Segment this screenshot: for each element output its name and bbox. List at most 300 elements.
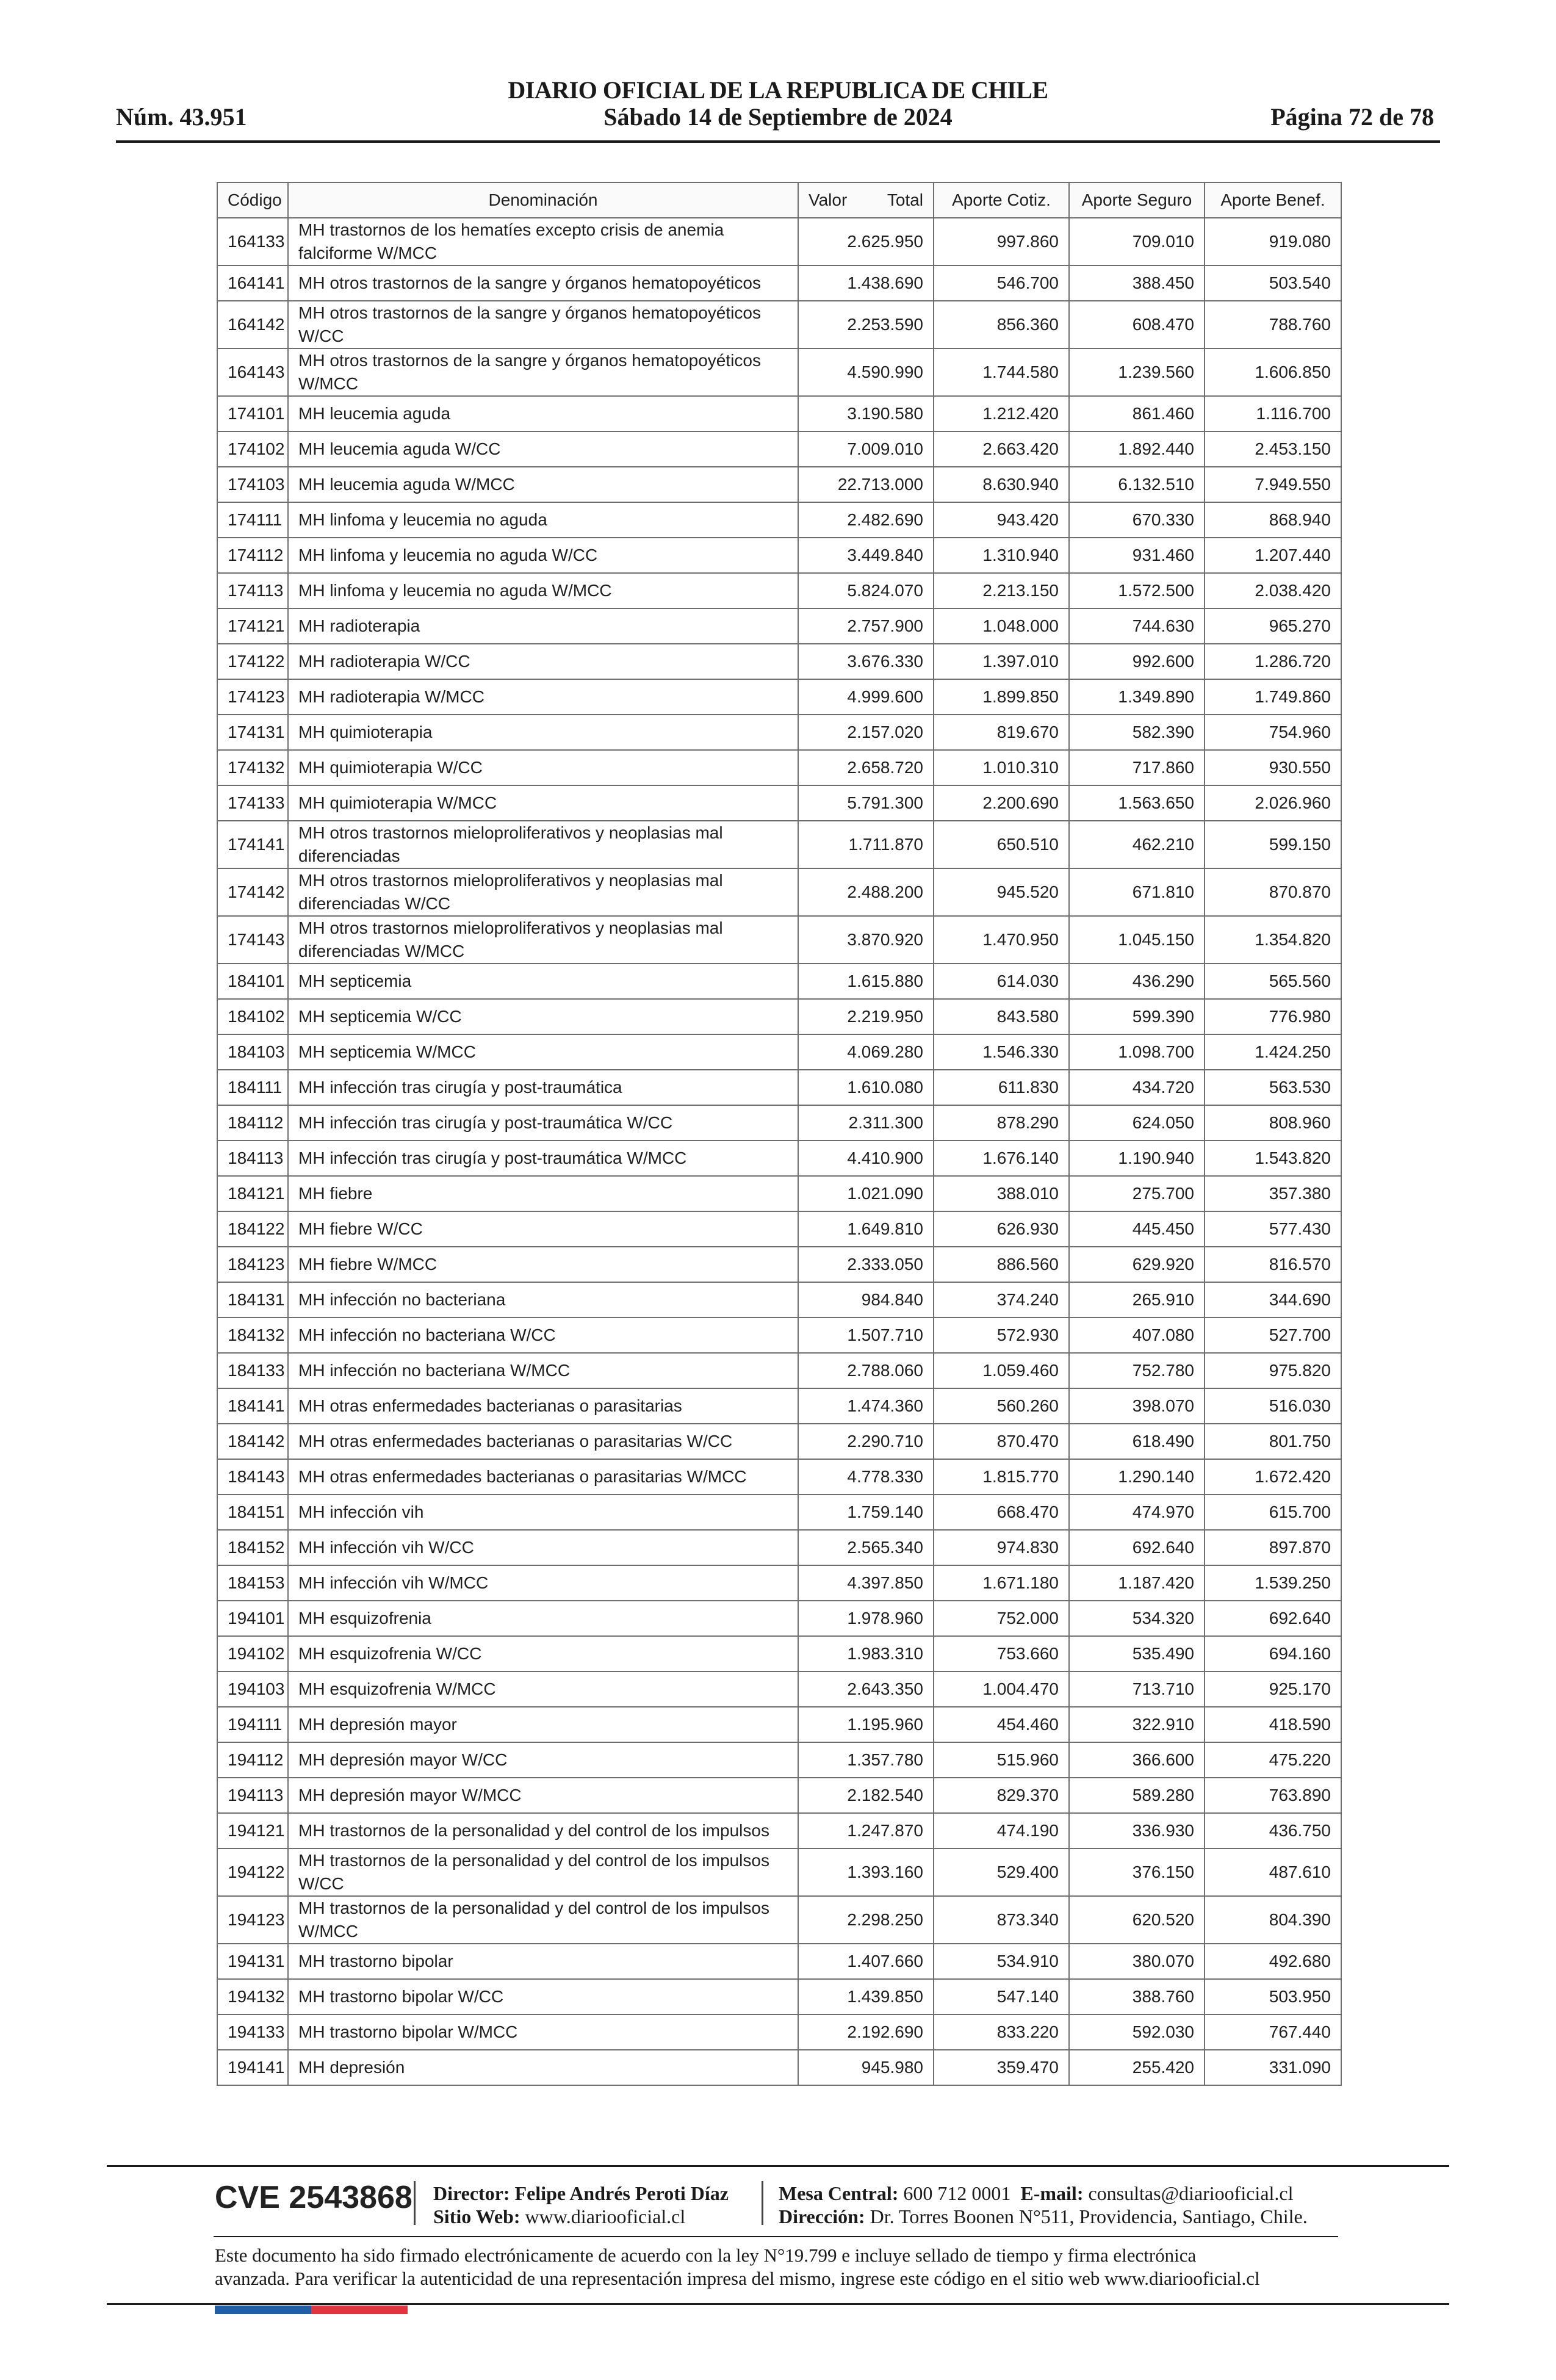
table-row: [217, 999, 1341, 1034]
table-row: [217, 1636, 1341, 1671]
row-valor-total: 1.759.140: [798, 1495, 934, 1530]
row-code: 184101: [217, 964, 288, 999]
row-aporte-benef: 577.430: [1205, 1211, 1341, 1247]
row-aporte-seguro: 1.572.500: [1069, 573, 1205, 608]
row-aporte-benef: 1.749.860: [1205, 679, 1341, 715]
phone-number: 600 712 0001: [903, 2182, 1011, 2204]
row-aporte-benef: 2.453.150: [1205, 431, 1341, 467]
table-row: [217, 679, 1341, 715]
row-aporte-seguro: 599.390: [1069, 999, 1205, 1034]
row-denominacion: MH infección no bacteriana W/CC: [288, 1318, 798, 1353]
row-aporte-cotiz: 819.670: [934, 715, 1069, 750]
row-aporte-seguro: 620.520: [1069, 1896, 1205, 1944]
row-valor-total: 2.219.950: [798, 999, 934, 1034]
row-aporte-seguro: 709.010: [1069, 218, 1205, 265]
director-name: Felipe Andrés Peroti Díaz: [514, 2182, 729, 2204]
row-code: 184122: [217, 1211, 288, 1247]
row-valor-total: 4.410.900: [798, 1141, 934, 1176]
address-value: Dr. Torres Boonen N°511, Providencia, Santiago, Chile.: [870, 2205, 1308, 2227]
row-aporte-seguro: 380.070: [1069, 1944, 1205, 1979]
row-valor-total: 1.393.160: [798, 1848, 934, 1896]
table-row: [217, 785, 1341, 821]
row-code: 174142: [217, 868, 288, 916]
row-aporte-seguro: 670.330: [1069, 502, 1205, 538]
row-aporte-cotiz: 1.815.770: [934, 1459, 1069, 1495]
row-aporte-benef: 694.160: [1205, 1636, 1341, 1671]
row-denominacion: MH fiebre: [288, 1176, 798, 1211]
row-denominacion: MH depresión mayor W/MCC: [288, 1778, 798, 1813]
email-label: E-mail:: [1020, 2182, 1084, 2204]
row-code: 174141: [217, 821, 288, 868]
publication-title: DIARIO OFICIAL DE LA REPUBLICA DE CHILE: [508, 76, 1048, 104]
row-valor-total: 1.474.360: [798, 1388, 934, 1424]
table-row: [217, 1671, 1341, 1707]
row-aporte-cotiz: 856.360: [934, 301, 1069, 348]
row-code: 194103: [217, 1671, 288, 1707]
row-aporte-seguro: 366.600: [1069, 1742, 1205, 1778]
row-aporte-seguro: 265.910: [1069, 1282, 1205, 1318]
row-valor-total: 1.021.090: [798, 1176, 934, 1211]
row-valor-total: 3.190.580: [798, 396, 934, 431]
flag-stripe-blue: [215, 2306, 311, 2314]
table-body: [217, 218, 1341, 2085]
row-aporte-seguro: 336.930: [1069, 1813, 1205, 1848]
row-valor-total: 2.290.710: [798, 1424, 934, 1459]
row-aporte-cotiz: 388.010: [934, 1176, 1069, 1211]
row-aporte-benef: 2.026.960: [1205, 785, 1341, 821]
row-aporte-benef: 763.890: [1205, 1778, 1341, 1813]
table-row: [217, 916, 1341, 964]
row-valor-total: 945.980: [798, 2050, 934, 2085]
row-code: 184131: [217, 1282, 288, 1318]
row-aporte-cotiz: 547.140: [934, 1979, 1069, 2014]
row-valor-total: 7.009.010: [798, 431, 934, 467]
row-aporte-seguro: 322.910: [1069, 1707, 1205, 1742]
row-valor-total: 1.711.870: [798, 821, 934, 868]
tariff-table: [217, 182, 1342, 2086]
director-line: [433, 2182, 729, 2205]
row-aporte-cotiz: 1.048.000: [934, 608, 1069, 644]
footer-divider: [762, 2181, 763, 2225]
row-aporte-cotiz: 878.290: [934, 1105, 1069, 1141]
row-aporte-benef: 1.116.700: [1205, 396, 1341, 431]
row-denominacion: MH quimioterapia W/CC: [288, 750, 798, 785]
page-number: Página 72 de 78: [1270, 103, 1434, 131]
row-denominacion: MH leucemia aguda: [288, 396, 798, 431]
row-code: 184142: [217, 1424, 288, 1459]
row-code: 184153: [217, 1565, 288, 1601]
row-aporte-seguro: 1.563.650: [1069, 785, 1205, 821]
table-row: [217, 1353, 1341, 1388]
table-row: [217, 2014, 1341, 2050]
table-row: [217, 608, 1341, 644]
row-denominacion: MH otras enfermedades bacterianas o parasitarias W/CC: [288, 1424, 798, 1459]
table-row: [217, 1813, 1341, 1848]
row-aporte-seguro: 717.860: [1069, 750, 1205, 785]
row-code: 174122: [217, 644, 288, 679]
row-aporte-seguro: 582.390: [1069, 715, 1205, 750]
row-aporte-seguro: 1.045.150: [1069, 916, 1205, 964]
row-aporte-seguro: 1.239.560: [1069, 348, 1205, 396]
email-link[interactable]: consultas@diariooficial.cl: [1088, 2182, 1294, 2204]
row-aporte-cotiz: 2.200.690: [934, 785, 1069, 821]
row-code: 174143: [217, 916, 288, 964]
row-denominacion: MH linfoma y leucemia no aguda: [288, 502, 798, 538]
row-code: 174111: [217, 502, 288, 538]
row-aporte-cotiz: 374.240: [934, 1282, 1069, 1318]
row-denominacion: MH trastornos de la personalidad y del control de los impulsos W/MCC: [288, 1896, 798, 1944]
table-row: [217, 1979, 1341, 2014]
table-row: [217, 301, 1341, 348]
row-valor-total: 5.824.070: [798, 573, 934, 608]
row-valor-total: 2.625.950: [798, 218, 934, 265]
row-aporte-seguro: 436.290: [1069, 964, 1205, 999]
row-aporte-cotiz: 873.340: [934, 1896, 1069, 1944]
row-aporte-cotiz: 515.960: [934, 1742, 1069, 1778]
col-header-valor: Valor: [809, 190, 848, 209]
row-code: 184112: [217, 1105, 288, 1141]
row-aporte-benef: 1.424.250: [1205, 1034, 1341, 1070]
row-valor-total: 2.658.720: [798, 750, 934, 785]
row-code: 184151: [217, 1495, 288, 1530]
table-row: [217, 467, 1341, 502]
row-aporte-cotiz: 1.470.950: [934, 916, 1069, 964]
row-aporte-cotiz: 1.546.330: [934, 1034, 1069, 1070]
row-aporte-seguro: 692.640: [1069, 1530, 1205, 1565]
row-aporte-cotiz: 886.560: [934, 1247, 1069, 1282]
row-aporte-seguro: 713.710: [1069, 1671, 1205, 1707]
row-aporte-benef: 897.870: [1205, 1530, 1341, 1565]
row-aporte-cotiz: 974.830: [934, 1530, 1069, 1565]
col-header-aporte-cotiz: Aporte Cotiz.: [934, 182, 1069, 218]
row-code: 174123: [217, 679, 288, 715]
row-valor-total: 4.778.330: [798, 1459, 934, 1495]
table-row: [217, 644, 1341, 679]
row-denominacion: MH quimioterapia: [288, 715, 798, 750]
row-denominacion: MH trastorno bipolar: [288, 1944, 798, 1979]
row-aporte-cotiz: 8.630.940: [934, 467, 1069, 502]
row-denominacion: MH esquizofrenia W/CC: [288, 1636, 798, 1671]
table-row: [217, 502, 1341, 538]
row-aporte-seguro: 1.190.940: [1069, 1141, 1205, 1176]
row-aporte-seguro: 1.187.420: [1069, 1565, 1205, 1601]
row-aporte-cotiz: 870.470: [934, 1424, 1069, 1459]
row-aporte-cotiz: 359.470: [934, 2050, 1069, 2085]
row-aporte-cotiz: 1.059.460: [934, 1353, 1069, 1388]
row-aporte-cotiz: 2.213.150: [934, 573, 1069, 608]
table-row: [217, 1282, 1341, 1318]
table-row: [217, 821, 1341, 868]
row-denominacion: MH infección tras cirugía y post-traumática W/MCC: [288, 1141, 798, 1176]
row-aporte-cotiz: 546.700: [934, 265, 1069, 301]
row-code: 184141: [217, 1388, 288, 1424]
table-row: [217, 1944, 1341, 1979]
row-aporte-benef: 563.530: [1205, 1070, 1341, 1105]
row-denominacion: MH radioterapia W/CC: [288, 644, 798, 679]
row-denominacion: MH esquizofrenia: [288, 1601, 798, 1636]
table-row: [217, 750, 1341, 785]
row-code: 164142: [217, 301, 288, 348]
row-aporte-cotiz: 614.030: [934, 964, 1069, 999]
table-row: [217, 1211, 1341, 1247]
row-code: 194132: [217, 1979, 288, 2014]
row-valor-total: 2.333.050: [798, 1247, 934, 1282]
row-code: 194122: [217, 1848, 288, 1896]
row-aporte-benef: 975.820: [1205, 1353, 1341, 1388]
table-row: [217, 1388, 1341, 1424]
row-code: 184113: [217, 1141, 288, 1176]
row-denominacion: MH depresión mayor W/CC: [288, 1742, 798, 1778]
table-row: [217, 1318, 1341, 1353]
row-aporte-seguro: 398.070: [1069, 1388, 1205, 1424]
row-code: 194133: [217, 2014, 288, 2050]
row-aporte-cotiz: 1.310.940: [934, 538, 1069, 573]
row-aporte-benef: 868.940: [1205, 502, 1341, 538]
row-denominacion: MH depresión: [288, 2050, 798, 2085]
col-header-total: Total: [887, 190, 923, 209]
row-aporte-cotiz: 1.671.180: [934, 1565, 1069, 1601]
row-aporte-cotiz: 945.520: [934, 868, 1069, 916]
row-aporte-seguro: 534.320: [1069, 1601, 1205, 1636]
row-aporte-benef: 965.270: [1205, 608, 1341, 644]
row-denominacion: MH linfoma y leucemia no aguda W/MCC: [288, 573, 798, 608]
row-aporte-benef: 925.170: [1205, 1671, 1341, 1707]
row-aporte-cotiz: 1.899.850: [934, 679, 1069, 715]
row-aporte-benef: 1.543.820: [1205, 1141, 1341, 1176]
row-valor-total: 2.482.690: [798, 502, 934, 538]
row-aporte-benef: 919.080: [1205, 218, 1341, 265]
row-valor-total: 5.791.300: [798, 785, 934, 821]
table-row: [217, 348, 1341, 396]
row-denominacion: MH otros trastornos de la sangre y órganos hematopoyéticos: [288, 265, 798, 301]
row-aporte-benef: 527.700: [1205, 1318, 1341, 1353]
row-aporte-cotiz: 2.663.420: [934, 431, 1069, 467]
table-row: [217, 573, 1341, 608]
row-aporte-seguro: 1.892.440: [1069, 431, 1205, 467]
row-aporte-benef: 492.680: [1205, 1944, 1341, 1979]
row-code: 184132: [217, 1318, 288, 1353]
row-code: 194111: [217, 1707, 288, 1742]
row-aporte-seguro: 474.970: [1069, 1495, 1205, 1530]
col-header-name: Denominación: [288, 182, 798, 218]
row-denominacion: MH infección vih W/MCC: [288, 1565, 798, 1601]
row-denominacion: MH fiebre W/MCC: [288, 1247, 798, 1282]
row-aporte-benef: 754.960: [1205, 715, 1341, 750]
row-code: 174112: [217, 538, 288, 573]
row-denominacion: MH trastorno bipolar W/CC: [288, 1979, 798, 2014]
row-valor-total: 1.247.870: [798, 1813, 934, 1848]
table-row: [217, 1247, 1341, 1282]
row-denominacion: MH linfoma y leucemia no aguda W/CC: [288, 538, 798, 573]
row-valor-total: 3.676.330: [798, 644, 934, 679]
row-denominacion: MH trastornos de la personalidad y del control de los impulsos: [288, 1813, 798, 1848]
row-code: 184102: [217, 999, 288, 1034]
row-valor-total: 2.157.020: [798, 715, 934, 750]
row-aporte-benef: 516.030: [1205, 1388, 1341, 1424]
row-aporte-seguro: 434.720: [1069, 1070, 1205, 1105]
row-aporte-seguro: 752.780: [1069, 1353, 1205, 1388]
row-aporte-benef: 801.750: [1205, 1424, 1341, 1459]
row-valor-total: 2.565.340: [798, 1530, 934, 1565]
row-denominacion: MH otros trastornos de la sangre y órganos hematopoyéticos W/CC: [288, 301, 798, 348]
row-code: 184133: [217, 1353, 288, 1388]
row-aporte-cotiz: 1.676.140: [934, 1141, 1069, 1176]
row-code: 184111: [217, 1070, 288, 1105]
table-row: [217, 1601, 1341, 1636]
row-aporte-benef: 816.570: [1205, 1247, 1341, 1282]
row-valor-total: 4.999.600: [798, 679, 934, 715]
contact-line: [779, 2182, 1294, 2205]
row-aporte-seguro: 624.050: [1069, 1105, 1205, 1141]
row-code: 194112: [217, 1742, 288, 1778]
row-aporte-benef: 930.550: [1205, 750, 1341, 785]
row-valor-total: 1.507.710: [798, 1318, 934, 1353]
row-denominacion: MH septicemia W/CC: [288, 999, 798, 1034]
row-denominacion: MH trastornos de los hematíes excepto crisis de anemia falciforme W/MCC: [288, 218, 798, 265]
row-aporte-benef: 870.870: [1205, 868, 1341, 916]
row-code: 184152: [217, 1530, 288, 1565]
row-aporte-cotiz: 454.460: [934, 1707, 1069, 1742]
row-aporte-cotiz: 1.212.420: [934, 396, 1069, 431]
row-valor-total: 2.643.350: [798, 1671, 934, 1707]
row-aporte-cotiz: 650.510: [934, 821, 1069, 868]
row-valor-total: 2.253.590: [798, 301, 934, 348]
legal-notice-line-2: avanzada. Para verificar la autenticidad de una representación impresa del mismo, ingrese este código en el sitio web www.diariooficial.cl: [215, 2268, 1260, 2289]
row-denominacion: MH septicemia: [288, 964, 798, 999]
row-aporte-seguro: 931.460: [1069, 538, 1205, 573]
row-denominacion: MH otros trastornos de la sangre y órganos hematopoyéticos W/MCC: [288, 348, 798, 396]
row-aporte-cotiz: 843.580: [934, 999, 1069, 1034]
row-aporte-benef: 503.950: [1205, 1979, 1341, 2014]
row-code: 174103: [217, 467, 288, 502]
row-aporte-benef: 2.038.420: [1205, 573, 1341, 608]
row-valor-total: 2.757.900: [798, 608, 934, 644]
table-row: [217, 1530, 1341, 1565]
row-aporte-cotiz: 529.400: [934, 1848, 1069, 1896]
row-denominacion: MH infección no bacteriana: [288, 1282, 798, 1318]
table-row: [217, 1896, 1341, 1944]
row-code: 164141: [217, 265, 288, 301]
row-aporte-benef: 331.090: [1205, 2050, 1341, 2085]
row-aporte-cotiz: 668.470: [934, 1495, 1069, 1530]
col-header-aporte-benef: Aporte Benef.: [1205, 182, 1341, 218]
table-row: [217, 715, 1341, 750]
row-valor-total: 2.488.200: [798, 868, 934, 916]
row-aporte-seguro: 535.490: [1069, 1636, 1205, 1671]
row-aporte-seguro: 671.810: [1069, 868, 1205, 916]
header-rule: [116, 140, 1440, 143]
row-aporte-benef: 357.380: [1205, 1176, 1341, 1211]
row-aporte-seguro: 1.098.700: [1069, 1034, 1205, 1070]
table-row: [217, 1424, 1341, 1459]
table-row: [217, 218, 1341, 265]
row-code: 184121: [217, 1176, 288, 1211]
row-aporte-seguro: 388.450: [1069, 265, 1205, 301]
row-valor-total: 2.311.300: [798, 1105, 934, 1141]
table-row: [217, 1848, 1341, 1896]
row-aporte-benef: 599.150: [1205, 821, 1341, 868]
row-aporte-benef: 1.354.820: [1205, 916, 1341, 964]
row-denominacion: MH otras enfermedades bacterianas o parasitarias: [288, 1388, 798, 1424]
row-valor-total: 2.298.250: [798, 1896, 934, 1944]
row-aporte-benef: 1.286.720: [1205, 644, 1341, 679]
row-denominacion: MH septicemia W/MCC: [288, 1034, 798, 1070]
row-aporte-seguro: 376.150: [1069, 1848, 1205, 1896]
row-valor-total: 1.610.080: [798, 1070, 934, 1105]
row-aporte-cotiz: 560.260: [934, 1388, 1069, 1424]
row-valor-total: 4.397.850: [798, 1565, 934, 1601]
row-aporte-seguro: 744.630: [1069, 608, 1205, 644]
row-aporte-seguro: 275.700: [1069, 1176, 1205, 1211]
col-header-aporte-seguro: Aporte Seguro: [1069, 182, 1205, 218]
table-row: [217, 538, 1341, 573]
table-row: [217, 396, 1341, 431]
row-code: 174131: [217, 715, 288, 750]
row-denominacion: MH leucemia aguda W/MCC: [288, 467, 798, 502]
row-aporte-seguro: 589.280: [1069, 1778, 1205, 1813]
flag-stripe-red: [311, 2306, 408, 2314]
row-aporte-seguro: 388.760: [1069, 1979, 1205, 2014]
row-denominacion: MH trastornos de la personalidad y del control de los impulsos W/CC: [288, 1848, 798, 1896]
row-code: 194141: [217, 2050, 288, 2085]
row-denominacion: MH infección vih: [288, 1495, 798, 1530]
row-aporte-cotiz: 833.220: [934, 2014, 1069, 2050]
row-aporte-benef: 503.540: [1205, 265, 1341, 301]
row-code: 174121: [217, 608, 288, 644]
row-denominacion: MH radioterapia: [288, 608, 798, 644]
row-code: 174101: [217, 396, 288, 431]
row-valor-total: 1.407.660: [798, 1944, 934, 1979]
table-row: [217, 1778, 1341, 1813]
row-denominacion: MH radioterapia W/MCC: [288, 679, 798, 715]
table-row: [217, 1742, 1341, 1778]
row-aporte-cotiz: 753.660: [934, 1636, 1069, 1671]
row-aporte-cotiz: 943.420: [934, 502, 1069, 538]
issue-number: Núm. 43.951: [116, 103, 247, 131]
row-aporte-seguro: 618.490: [1069, 1424, 1205, 1459]
row-valor-total: 1.978.960: [798, 1601, 934, 1636]
row-aporte-cotiz: 1.004.470: [934, 1671, 1069, 1707]
row-aporte-benef: 808.960: [1205, 1105, 1341, 1141]
legal-notice-line-1: Este documento ha sido firmado electrónicamente de acuerdo con la ley N°19.799 e incluye sellado de tiempo y firma electrónica: [215, 2245, 1197, 2266]
website-link[interactable]: www.diariooficial.cl: [525, 2205, 686, 2227]
row-aporte-seguro: 608.470: [1069, 301, 1205, 348]
row-aporte-benef: 767.440: [1205, 2014, 1341, 2050]
row-code: 194102: [217, 1636, 288, 1671]
row-aporte-benef: 776.980: [1205, 999, 1341, 1034]
row-aporte-cotiz: 474.190: [934, 1813, 1069, 1848]
row-aporte-seguro: 592.030: [1069, 2014, 1205, 2050]
row-valor-total: 1.357.780: [798, 1742, 934, 1778]
row-code: 194101: [217, 1601, 288, 1636]
row-aporte-seguro: 1.290.140: [1069, 1459, 1205, 1495]
website-label: Sitio Web:: [433, 2205, 520, 2227]
row-aporte-cotiz: 752.000: [934, 1601, 1069, 1636]
row-code: 184123: [217, 1247, 288, 1282]
row-valor-total: 2.192.690: [798, 2014, 934, 2050]
col-header-code: Código: [217, 182, 288, 218]
table-row: [217, 1495, 1341, 1530]
row-aporte-cotiz: 534.910: [934, 1944, 1069, 1979]
row-denominacion: MH esquizofrenia W/MCC: [288, 1671, 798, 1707]
cve-code: CVE 2543868: [215, 2180, 412, 2215]
row-valor-total: 984.840: [798, 1282, 934, 1318]
row-valor-total: 22.713.000: [798, 467, 934, 502]
row-denominacion: MH otras enfermedades bacterianas o parasitarias W/MCC: [288, 1459, 798, 1495]
row-aporte-seguro: 407.080: [1069, 1318, 1205, 1353]
footer-rule-mid: [214, 2236, 1338, 2237]
row-aporte-benef: 1.672.420: [1205, 1459, 1341, 1495]
